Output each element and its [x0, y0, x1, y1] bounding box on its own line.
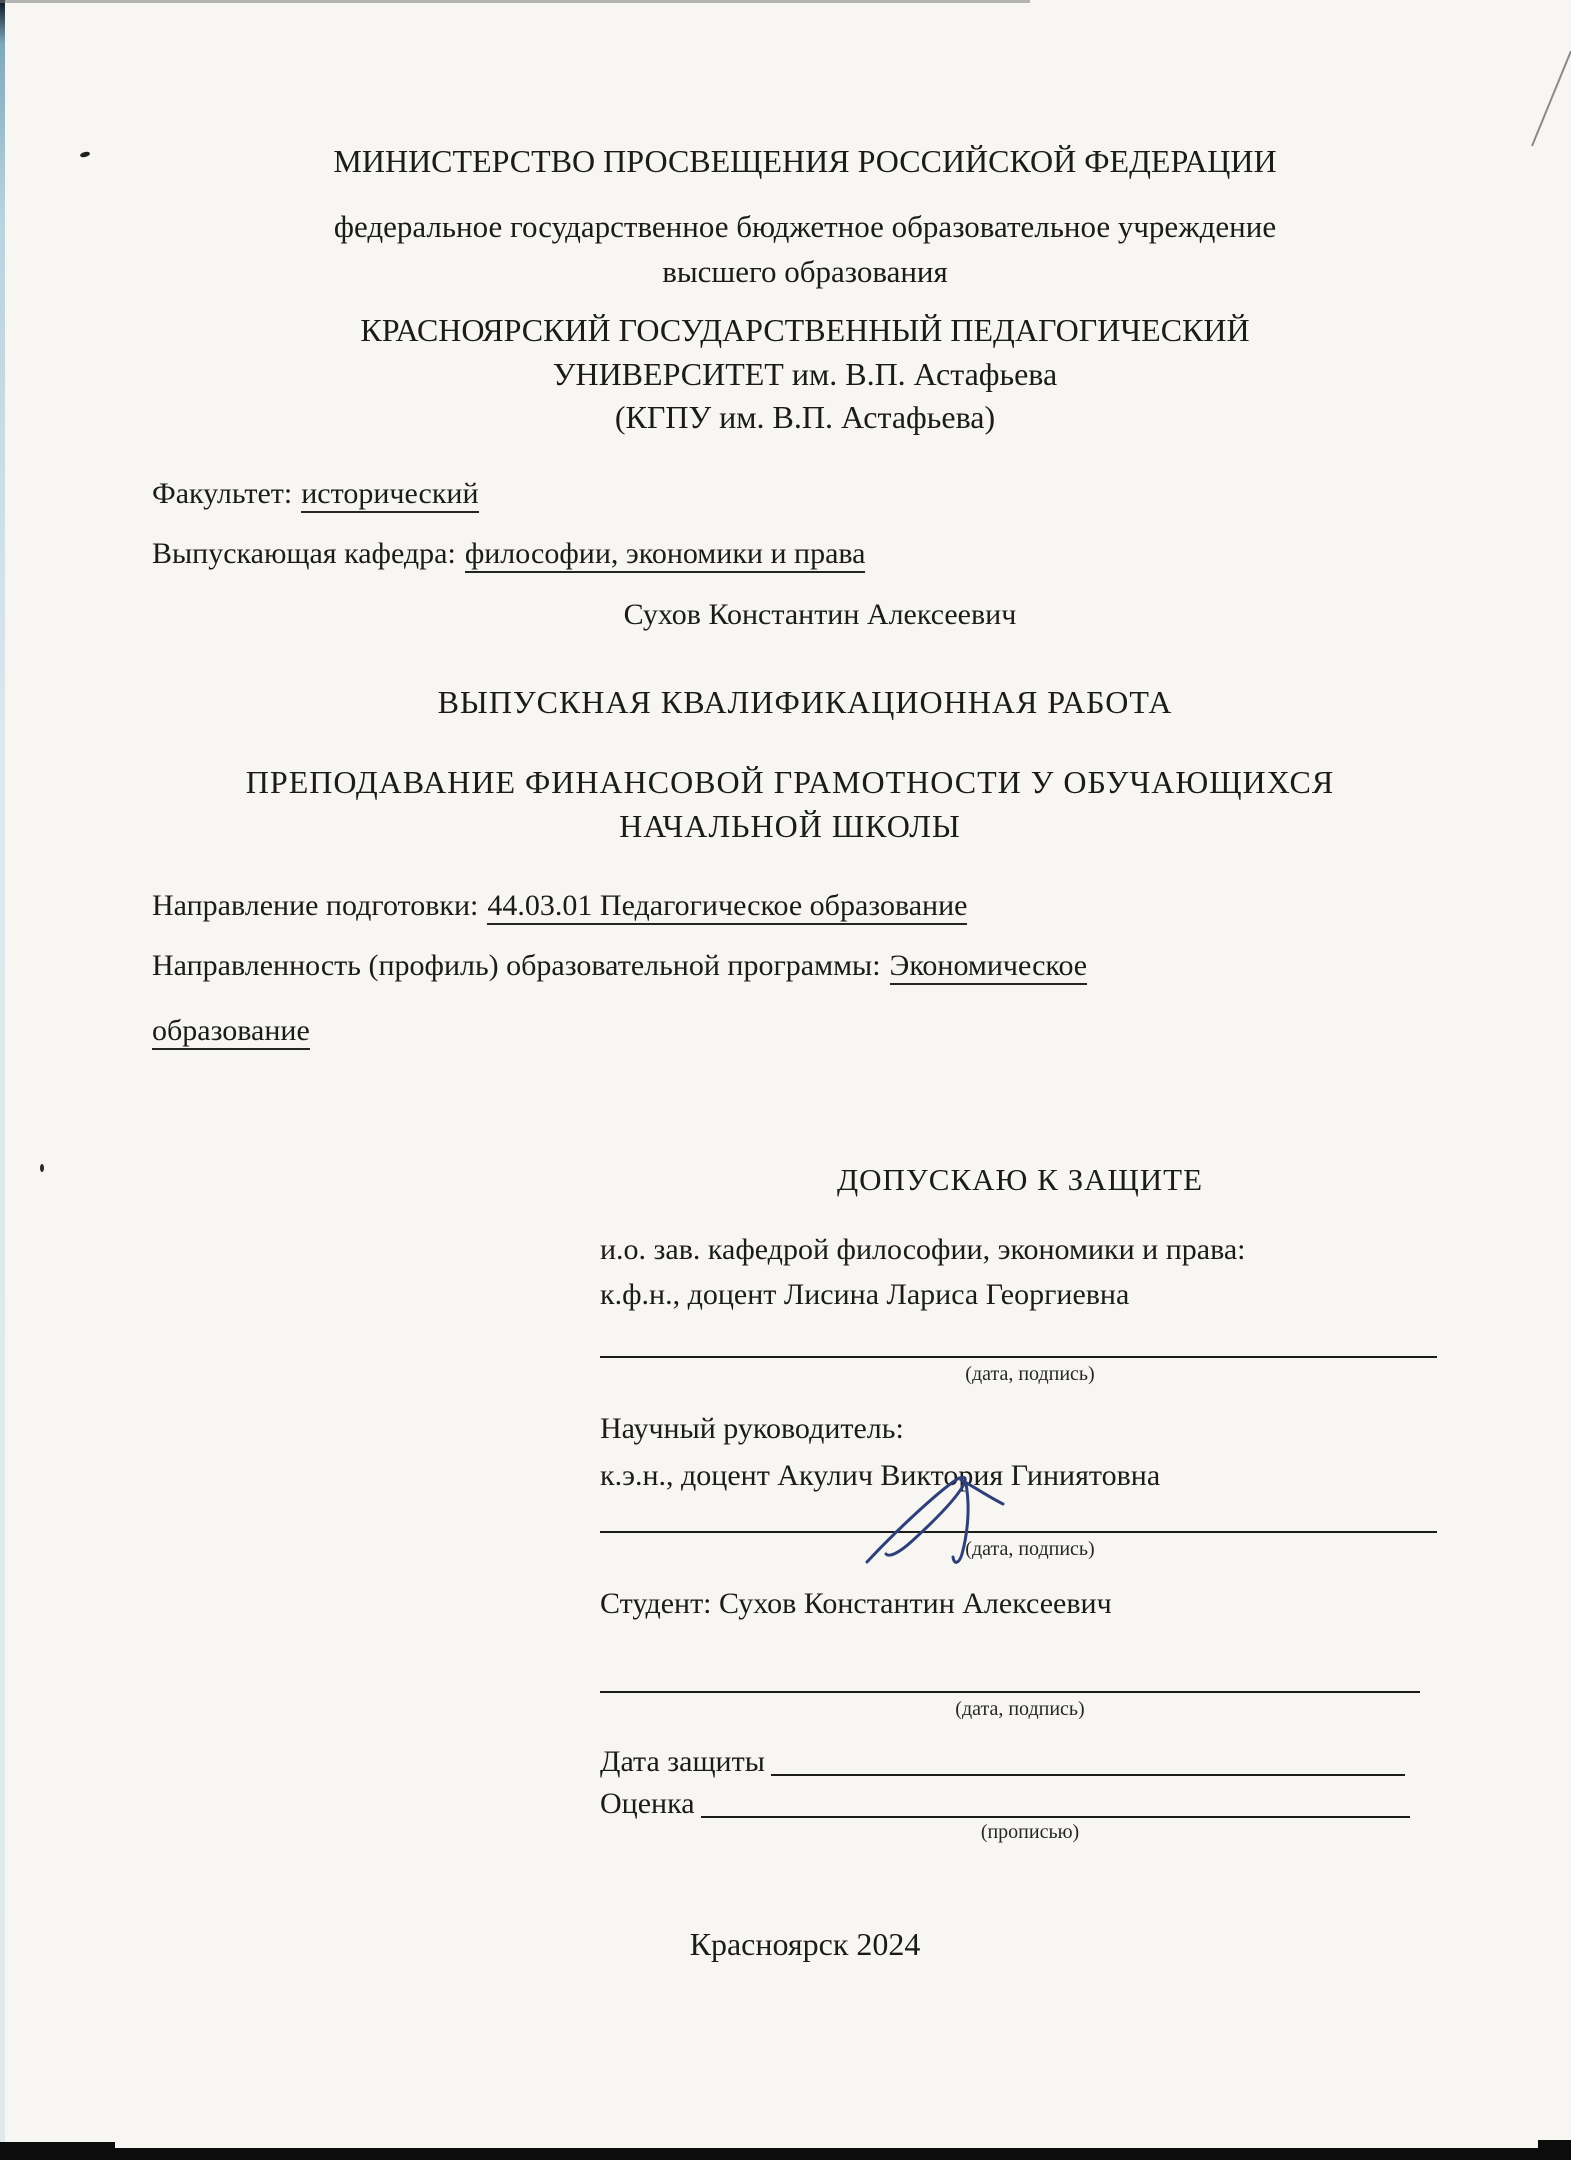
- program-value: 44.03.01 Педагогическое образование: [487, 889, 967, 925]
- university-line-2: УНИВЕРСИТЕТ им. В.П. Астафьева: [552, 356, 1058, 392]
- program-row: [152, 889, 967, 924]
- profile-value-2-row: [152, 1014, 310, 1049]
- ministry-line: МИНИСТЕРСТВО ПРОСВЕЩЕНИЯ РОССИЙСКОЙ ФЕДЕРАЦИИ: [333, 143, 1277, 179]
- institution-line-2: высшего образования: [662, 254, 948, 289]
- department-head-line-1: и.о. зав. кафедрой философии, экономики и права:: [600, 1233, 1246, 1266]
- scan-speck: [40, 1164, 44, 1172]
- signature-line-supervisor: [600, 1531, 1437, 1533]
- approval-heading: ДОПУСКАЮ К ЗАЩИТЕ: [836, 1162, 1204, 1197]
- scan-corner-bottom-right: [1538, 2140, 1571, 2160]
- scan-edge-left-strip: [0, 0, 5, 2160]
- scan-edge-top-line: [0, 0, 1030, 3]
- author-name: Сухов Константин Алексеевич: [623, 598, 1017, 631]
- profile-row: [152, 949, 1087, 984]
- signature-line-student: [600, 1691, 1420, 1693]
- defense-date-row: [600, 1745, 1405, 1780]
- university-line-3: (КГПУ им. В.П. Астафьева): [614, 399, 996, 435]
- grade-label: Оценка: [600, 1787, 695, 1820]
- profile-value-1: Экономическое: [890, 949, 1088, 985]
- profile-value-2: образование: [152, 1014, 310, 1050]
- scan-ink-dot: [80, 151, 91, 158]
- scan-edge-bottom-bar: [0, 2148, 1571, 2160]
- signature-line-head: [600, 1356, 1437, 1358]
- grade-caption: (прописью): [980, 1821, 1080, 1843]
- date-signature-caption-2: (дата, подпись): [965, 1538, 1095, 1560]
- defense-date-label: Дата защиты: [600, 1745, 765, 1778]
- faculty-label: Факультет:: [152, 477, 293, 510]
- work-title-line-1: ПРЕПОДАВАНИЕ ФИНАНСОВОЙ ГРАМОТНОСТИ У ОБУЧАЮЩИХСЯ: [245, 764, 1335, 800]
- department-value: философии, экономики и права: [465, 537, 866, 573]
- scan-scratch-line: [1523, 45, 1571, 150]
- supervisor-label: Научный руководитель:: [600, 1412, 904, 1445]
- date-signature-caption-3: (дата, подпись): [955, 1698, 1085, 1720]
- university-line-1: КРАСНОЯРСКИЙ ГОСУДАРСТВЕННЫЙ ПЕДАГОГИЧЕСКИЙ: [360, 312, 1250, 348]
- defense-date-blank-line: [771, 1774, 1405, 1776]
- scan-corner-bottom-left: [0, 2142, 115, 2160]
- supervisor-name: к.э.н., доцент Акулич Виктория Гиниятовна: [600, 1459, 1161, 1492]
- date-signature-caption-1: (дата, подпись): [965, 1363, 1095, 1385]
- department-label: Выпускающая кафедра:: [152, 537, 456, 570]
- faculty-value: исторический: [301, 477, 478, 513]
- department-row: [152, 537, 865, 572]
- department-head-line-2: к.ф.н., доцент Лисина Лариса Георгиевна: [600, 1278, 1130, 1311]
- grade-blank-line: [701, 1816, 1410, 1818]
- program-label: Направление подготовки:: [152, 889, 479, 922]
- grade-row: [600, 1787, 1410, 1822]
- student-line: Студент: Сухов Константин Алексеевич: [600, 1587, 1112, 1620]
- work-title-line-2: НАЧАЛЬНОЙ ШКОЛЫ: [619, 808, 961, 844]
- work-type-heading: ВЫПУСКНАЯ КВАЛИФИКАЦИОННАЯ РАБОТА: [437, 684, 1173, 720]
- institution-line-1: федеральное государственное бюджетное образовательное учреждение: [333, 209, 1277, 244]
- faculty-row: [152, 477, 479, 512]
- profile-label: Направленность (профиль) образовательной программы:: [152, 949, 881, 982]
- city-year: Красноярск 2024: [689, 1926, 921, 1962]
